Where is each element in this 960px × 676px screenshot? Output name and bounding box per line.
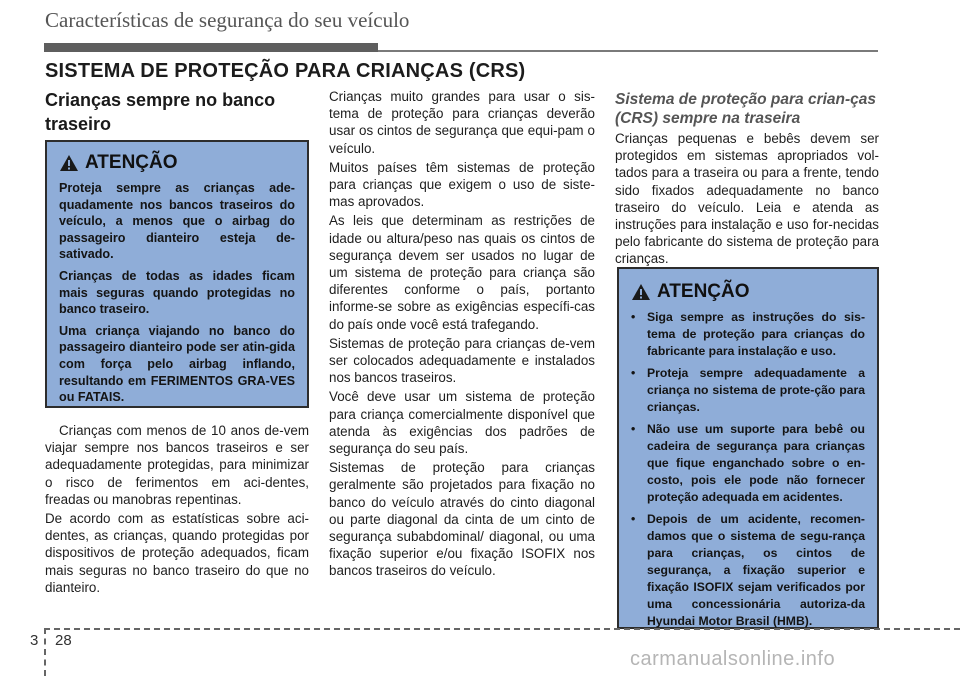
body-paragraph: Crianças com menos de 10 anos de-vem viajar sempre nos bancos traseiros e ser adequadamente protegidas, para minimizar o risco de ferimentos em aci-dentes, freadas ou manobras repentinas. bbox=[45, 423, 309, 507]
warning-list-item bbox=[631, 511, 865, 630]
bullet: • bbox=[631, 366, 636, 380]
warning-title-right bbox=[631, 281, 865, 303]
header-bar-thick bbox=[44, 43, 378, 52]
section-title: SISTEMA DE PROTEÇÃO PARA CRIANÇAS (CRS) bbox=[45, 60, 526, 82]
warning-box-left bbox=[45, 140, 309, 408]
col3-body bbox=[615, 130, 879, 270]
body-paragraph: Crianças pequenas e bebês devem ser protegidos em sistemas apropriados vol-tados para a traseira ou para a frente, tendo sido fixados adequadamente no banco traseiro do veículo. Leia e atenda as instruções para instalação e uso for-necidas pelo fabricante do sistema de proteção para crianças. bbox=[615, 131, 879, 267]
body-paragraph: Sistemas de proteção para crianças geralmente são projetados para fixação no banco do veículo através do cinto diagonal ou parte diagonal da cinta de um cinto de segurança subabdominal/ diagonal, ou uma fixação superior e/ou fixação ISOFIX nos bancos traseiros do veículo. bbox=[329, 460, 595, 579]
warning-list bbox=[631, 309, 865, 630]
col1-body bbox=[45, 422, 309, 598]
bullet: • bbox=[631, 310, 636, 324]
warning-triangle-icon bbox=[631, 283, 651, 301]
header-title: Características de segurança do seu veículo bbox=[45, 8, 410, 32]
warning-box-right bbox=[617, 267, 879, 629]
warning-item-text: Proteja sempre adequadamente a criança no sistema de prote-ção para crianças. bbox=[647, 366, 865, 414]
warning-list-item bbox=[631, 365, 865, 416]
bullet: • bbox=[631, 422, 636, 436]
col3-heading: Sistema de proteção para crian-ças (CRS) sempre na traseira bbox=[615, 91, 877, 127]
warning-paragraph: Uma criança viajando no banco do passageiro dianteiro pode ser atin-gida com força pelo airbag inflando, resultando em FERIMENTOS GRA-VES ou FATAIS. bbox=[59, 323, 295, 405]
chapter-number: 3 bbox=[30, 632, 39, 649]
body-paragraph: Sistemas de proteção para crianças de-vem ser colocados adequadamente e instalados nos bancos traseiros. bbox=[329, 335, 595, 386]
footer-divider bbox=[44, 628, 960, 631]
body-paragraph: As leis que determinam as restrições de idade ou altura/peso nas quais os cintos de segurança devem ser usados no lugar de um sistema de proteção para criança são diferentes conforme o país, portanto informe-se sobre as exigências específi-cas do país onde você está trafegando. bbox=[329, 213, 595, 332]
warning-item-text: Depois de um acidente, recomen-damos que o sistema de segu-rança para crianças, os cintos de segurança, a fixação superior e fixação ISOFIX sejam verificados por uma concessionária autoriza-da Hyundai Motor Brasil (HMB). bbox=[647, 512, 865, 628]
col2-body bbox=[329, 88, 595, 582]
warning-title-text: ATENÇÃO bbox=[85, 152, 178, 173]
body-paragraph: Crianças muito grandes para usar o sis-tema de proteção para crianças deverão usar os cintos de segurança que equi-pam o veículo. bbox=[329, 89, 595, 156]
warning-paragraph: Crianças de todas as idades ficam mais seguras quando protegidas no banco traseiro. bbox=[59, 268, 295, 317]
watermark: carmanualsonline.info bbox=[630, 648, 836, 670]
warning-triangle-icon bbox=[59, 154, 79, 172]
bullet: • bbox=[631, 512, 636, 526]
warning-list-item bbox=[631, 309, 865, 360]
footer-divider-vertical bbox=[44, 628, 47, 676]
col1-heading: Crianças sempre no banco traseiro bbox=[45, 90, 276, 134]
page-number: 28 bbox=[55, 632, 72, 649]
body-paragraph: De acordo com as estatísticas sobre aci-dentes, as crianças, quando protegidas por dispositivos de proteção adequados, ficam mais seguras no banco traseiro do que no dianteiro. bbox=[45, 511, 309, 595]
header-bar-thin bbox=[378, 50, 878, 52]
warning-item-text: Não use um suporte para bebê ou cadeira de segurança para crianças que fique enganchado sobre o en-costo, pois ele pode não fornecer proteção adequada em acidentes. bbox=[647, 422, 865, 504]
warning-title-text: ATENÇÃO bbox=[657, 281, 750, 302]
body-paragraph: Muitos países têm sistemas de proteção para crianças que exigem o uso de siste-mas aprovados. bbox=[329, 159, 595, 210]
warning-title-left bbox=[59, 152, 295, 174]
body-paragraph: Você deve usar um sistema de proteção para criança comercialmente disponível que atenda às exigências dos padrões de segurança do seu país. bbox=[329, 389, 595, 457]
warning-list-item bbox=[631, 421, 865, 506]
warning-paragraph: Proteja sempre as crianças ade-quadamente nos bancos traseiros do veículo, a menos que o airbag do passageiro dianteiro esteja de-sativado. bbox=[59, 181, 295, 262]
warning-item-text: Siga sempre as instruções do sis-tema de proteção para crianças do fabricante para instalação e uso. bbox=[647, 310, 865, 358]
